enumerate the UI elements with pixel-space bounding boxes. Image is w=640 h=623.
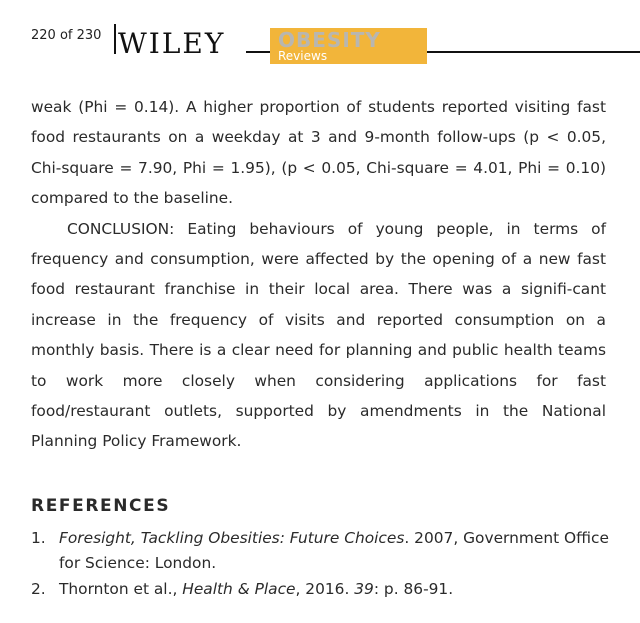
header-rule (246, 51, 270, 53)
reference-journal: Health & Place (182, 580, 296, 598)
conclusion-paragraph: CONCLUSION: Eating behaviours of young people, in terms of frequency and consumption, were affected by the opening of a new fast food restaurant franchise in their local area. There was a signifi-cant increase in the frequency of visits and reported consumption on a monthly basis. There is a clear need for planning and public health teams to work more closely when considering applications for fast food/restaurant outlets, supported by amendments in the National Planning Policy Framework. (31, 219, 606, 451)
header-rule-long (427, 51, 640, 53)
reference-number: 1. (31, 529, 46, 547)
reference-volume: 39 (354, 580, 374, 598)
page-number: 220 of 230 (31, 28, 102, 43)
journal-subtitle: Reviews (278, 49, 328, 63)
reference-list (31, 526, 611, 604)
reference-number: 2. (31, 580, 46, 598)
journal-badge (270, 28, 427, 64)
reference-year: , 2016. (295, 580, 355, 598)
journal-title: OBESITY (278, 28, 381, 52)
article-body (31, 92, 606, 457)
reference-pages: : p. 86-91. (373, 580, 454, 598)
reference-details: . 2007, Government Office for Science: London. (59, 529, 609, 572)
reference-item (31, 526, 611, 575)
reference-item (31, 577, 611, 602)
reference-authors: Thornton et al., (59, 580, 183, 598)
reference-title: Foresight, Tackling Obesities: Future Choices (59, 529, 405, 547)
header-divider (114, 24, 116, 54)
publisher-logo: WILEY (118, 27, 226, 60)
references-heading: REFERENCES (31, 496, 171, 516)
results-paragraph: weak (Phi = 0.14). A higher proportion of students reported visiting fast food restaurants on a weekday at 3 and 9-month follow-ups (p < 0.05, Chi-square = 7.90, Phi = 1.95), (p < 0.05, Chi-square = 4.01, Phi = 0.10) compared to the baseline. (31, 98, 606, 208)
